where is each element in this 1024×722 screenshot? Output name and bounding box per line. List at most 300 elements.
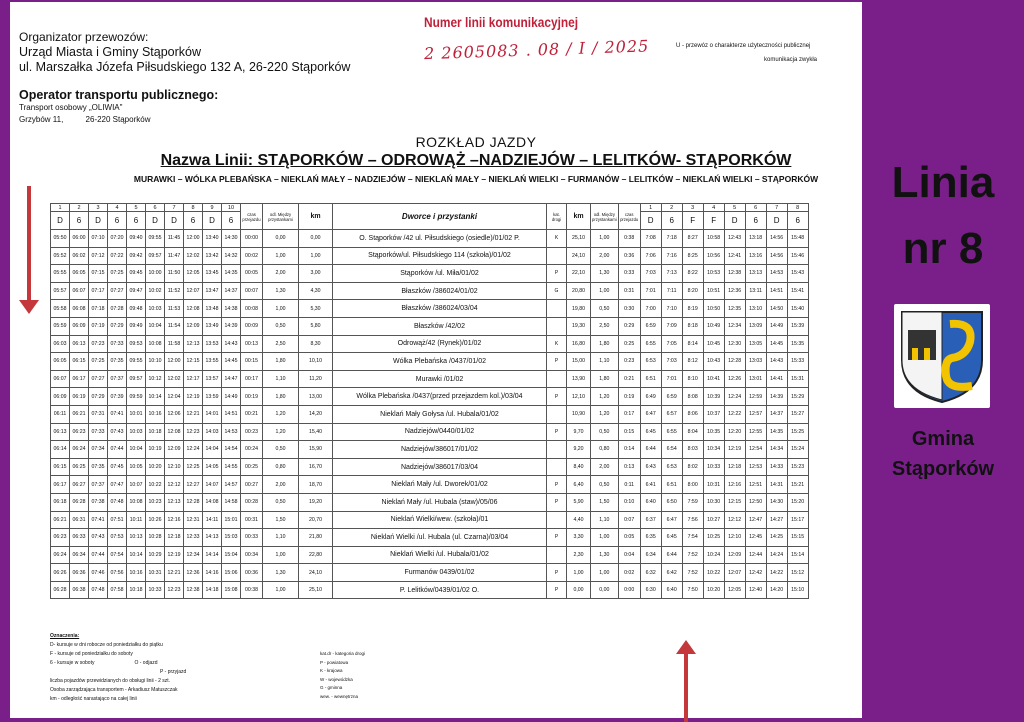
stop-distance: 0,80 xyxy=(263,458,299,476)
stop-distance: 2,50 xyxy=(263,335,299,353)
travel-time: 00:02 xyxy=(241,247,263,265)
departure-time: 06:34 xyxy=(70,546,89,564)
departure-time: 14:45 xyxy=(222,353,241,371)
departure-time: 07:44 xyxy=(89,546,108,564)
return-time: 14:33 xyxy=(766,458,787,476)
departure-time: 10:33 xyxy=(146,581,165,599)
trip-day-header: 6 xyxy=(108,212,127,230)
travel-time: 00:05 xyxy=(241,265,263,283)
organizer-name: Urząd Miasta i Gminy Stąporków xyxy=(19,45,202,59)
header-row-numbers xyxy=(51,204,809,212)
departure-time: 11:47 xyxy=(165,247,184,265)
travel-time: 00:13 xyxy=(241,335,263,353)
departure-time: 09:48 xyxy=(127,300,146,318)
timetable-row xyxy=(51,370,809,388)
stop-name: Murawki /01/02 xyxy=(333,370,547,388)
departure-time: 14:49 xyxy=(222,388,241,406)
departure-time: 07:23 xyxy=(89,335,108,353)
column-header-czas: czas przejazdu xyxy=(241,204,263,230)
trip-day-header: F xyxy=(703,212,724,230)
return-time: 15:40 xyxy=(787,300,808,318)
return-time: 7:16 xyxy=(661,247,682,265)
departure-time: 07:25 xyxy=(108,265,127,283)
road-category: P xyxy=(547,353,567,371)
departure-time: 13:53 xyxy=(203,335,222,353)
return-time: 8:04 xyxy=(682,423,703,441)
timetable-row xyxy=(51,388,809,406)
departure-time: 05:57 xyxy=(51,282,70,300)
return-time: 15:46 xyxy=(787,247,808,265)
cumulative-km: 11,20 xyxy=(299,370,333,388)
return-time: 12:47 xyxy=(745,511,766,529)
road-category: P xyxy=(547,423,567,441)
stop-distance-return: 1,00 xyxy=(591,282,619,300)
return-time: 7:52 xyxy=(682,546,703,564)
trip-day-header: D xyxy=(165,212,184,230)
departure-time: 12:08 xyxy=(165,423,184,441)
departure-time: 14:47 xyxy=(222,370,241,388)
return-time: 10:39 xyxy=(703,388,724,406)
note-line: liczba pojazdów przewidzianych do obsługi linii - 2 szt. xyxy=(50,678,171,684)
travel-time-return: 0:19 xyxy=(618,388,640,406)
trip-day-header: D xyxy=(51,212,70,230)
return-time: 6:37 xyxy=(640,511,661,529)
return-time: 6:55 xyxy=(640,335,661,353)
trip-number-header: 1 xyxy=(640,204,661,212)
notes-heading: Oznaczenia: xyxy=(50,633,80,639)
departure-time: 07:58 xyxy=(108,581,127,599)
return-time: 7:52 xyxy=(682,564,703,582)
cumulative-km-return: 4,40 xyxy=(567,511,591,529)
stop-distance-return: 0,80 xyxy=(591,441,619,459)
departure-time: 07:37 xyxy=(108,370,127,388)
stop-name: Nadziejów/386017/03/04 xyxy=(333,458,547,476)
departure-time: 07:35 xyxy=(108,353,127,371)
cumulative-km-return: 25,10 xyxy=(567,230,591,248)
cumulative-km: 20,70 xyxy=(299,511,333,529)
travel-time: 00:07 xyxy=(241,282,263,300)
cumulative-km-return: 8,40 xyxy=(567,458,591,476)
return-time: 6:40 xyxy=(640,493,661,511)
cumulative-km-return: 9,20 xyxy=(567,441,591,459)
stop-name: Błaszków /42/02 xyxy=(333,317,547,335)
travel-time-return: 0:36 xyxy=(618,247,640,265)
departure-time: 12:24 xyxy=(184,441,203,459)
departure-time: 07:12 xyxy=(89,247,108,265)
travel-time-return: 0:29 xyxy=(618,317,640,335)
return-time: 6:59 xyxy=(640,317,661,335)
return-time: 10:51 xyxy=(703,282,724,300)
cumulative-km: 19,20 xyxy=(299,493,333,511)
return-time: 12:36 xyxy=(724,282,745,300)
cumulative-km: 15,90 xyxy=(299,441,333,459)
return-time: 12:10 xyxy=(724,529,745,547)
return-time: 12:07 xyxy=(724,564,745,582)
note-line: km - odległość narastająco na całej linii xyxy=(50,696,137,702)
departure-time: 07:51 xyxy=(108,511,127,529)
trip-day-header: D xyxy=(203,212,222,230)
return-time: 14:39 xyxy=(766,388,787,406)
return-time: 6:53 xyxy=(661,458,682,476)
departure-time: 06:21 xyxy=(70,405,89,423)
return-time: 7:11 xyxy=(661,282,682,300)
stop-distance: 1,00 xyxy=(263,247,299,265)
return-time: 13:11 xyxy=(745,282,766,300)
stop-distance: 2,00 xyxy=(263,476,299,494)
departure-time: 14:11 xyxy=(203,511,222,529)
departure-time: 06:17 xyxy=(70,370,89,388)
return-time: 15:17 xyxy=(787,511,808,529)
return-time: 15:21 xyxy=(787,476,808,494)
departure-time: 07:15 xyxy=(89,265,108,283)
timetable-row xyxy=(51,564,809,582)
travel-time: 00:34 xyxy=(241,546,263,564)
return-time: 12:20 xyxy=(724,423,745,441)
return-time: 14:56 xyxy=(766,230,787,248)
departure-time: 09:42 xyxy=(127,247,146,265)
return-time: 14:41 xyxy=(766,370,787,388)
return-time: 10:50 xyxy=(703,300,724,318)
return-time: 15:24 xyxy=(787,441,808,459)
timetable-row xyxy=(51,265,809,283)
note-line: kat.dr - kategoria drogi xyxy=(320,651,366,656)
return-time: 15:43 xyxy=(787,265,808,283)
departure-time: 06:09 xyxy=(70,317,89,335)
return-time: 7:09 xyxy=(661,317,682,335)
return-time: 7:05 xyxy=(661,335,682,353)
departure-time: 06:28 xyxy=(70,493,89,511)
departure-time: 07:27 xyxy=(108,282,127,300)
return-time: 10:34 xyxy=(703,441,724,459)
return-time: 12:24 xyxy=(724,388,745,406)
road-category xyxy=(547,441,567,459)
departure-time: 07:45 xyxy=(108,458,127,476)
trip-day-header: D xyxy=(724,212,745,230)
return-time: 14:25 xyxy=(766,529,787,547)
return-time: 13:01 xyxy=(745,370,766,388)
return-time: 14:27 xyxy=(766,511,787,529)
return-time: 14:37 xyxy=(766,405,787,423)
cumulative-km: 5,80 xyxy=(299,317,333,335)
stop-name: Stąporków/ul. Piłsudskiego 114 (szkoła)/01/02 xyxy=(333,247,547,265)
departure-time: 06:23 xyxy=(51,529,70,547)
departure-time: 10:20 xyxy=(146,458,165,476)
departure-time: 09:53 xyxy=(127,335,146,353)
timetable-row xyxy=(51,493,809,511)
departure-time: 06:11 xyxy=(51,405,70,423)
stop-name: O. Stąporków /42 ul. Piłsudskiego (osiedle)/01/02 P. xyxy=(333,230,547,248)
departure-time: 14:01 xyxy=(203,405,222,423)
return-time: 10:31 xyxy=(703,476,724,494)
note-line: W - wojewódzka xyxy=(320,676,353,682)
departure-time: 07:39 xyxy=(108,388,127,406)
departure-time: 13:59 xyxy=(203,388,222,406)
departure-time: 12:16 xyxy=(165,511,184,529)
departure-time: 12:10 xyxy=(165,458,184,476)
departure-time: 09:57 xyxy=(146,247,165,265)
return-time: 12:51 xyxy=(745,476,766,494)
departure-time: 12:02 xyxy=(165,370,184,388)
departure-time: 05:50 xyxy=(51,230,70,248)
return-time: 10:49 xyxy=(703,317,724,335)
return-time: 8:14 xyxy=(682,335,703,353)
return-time: 15:39 xyxy=(787,317,808,335)
note-line: G - gminna xyxy=(320,685,343,690)
line-number-stamp xyxy=(423,14,664,64)
return-time: 7:08 xyxy=(640,230,661,248)
departure-time: 10:14 xyxy=(146,388,165,406)
timetable-document xyxy=(10,2,862,718)
departure-time: 07:38 xyxy=(89,493,108,511)
travel-time-return: 0:25 xyxy=(618,335,640,353)
return-time: 12:09 xyxy=(724,546,745,564)
road-category xyxy=(547,546,567,564)
departure-time: 06:18 xyxy=(51,493,70,511)
departure-time: 11:58 xyxy=(165,335,184,353)
cumulative-km-return: 1,00 xyxy=(567,564,591,582)
departure-time: 06:14 xyxy=(51,441,70,459)
stop-distance-return: 0,50 xyxy=(591,476,619,494)
stop-distance: 1,10 xyxy=(263,529,299,547)
return-time: 12:15 xyxy=(724,493,745,511)
return-time: 15:14 xyxy=(787,546,808,564)
return-time: 10:53 xyxy=(703,265,724,283)
departure-time: 07:48 xyxy=(108,493,127,511)
travel-time: 00:28 xyxy=(241,493,263,511)
return-time: 8:02 xyxy=(682,458,703,476)
return-time: 6:57 xyxy=(661,405,682,423)
departure-time: 05:55 xyxy=(51,265,70,283)
travel-time-return: 0:13 xyxy=(618,458,640,476)
departure-time: 07:25 xyxy=(89,353,108,371)
travel-time: 00:17 xyxy=(241,370,263,388)
departure-time: 11:54 xyxy=(165,317,184,335)
return-time: 6:41 xyxy=(640,476,661,494)
return-time: 7:03 xyxy=(640,265,661,283)
return-time: 6:42 xyxy=(661,564,682,582)
cumulative-km: 25,10 xyxy=(299,581,333,599)
travel-time: 00:25 xyxy=(241,458,263,476)
departure-time: 14:14 xyxy=(203,546,222,564)
return-time: 10:25 xyxy=(703,529,724,547)
cumulative-km-return: 9,70 xyxy=(567,423,591,441)
departure-time: 12:38 xyxy=(184,581,203,599)
return-time: 8:18 xyxy=(682,317,703,335)
cumulative-km: 13,00 xyxy=(299,388,333,406)
return-time: 14:31 xyxy=(766,476,787,494)
stop-distance-return: 2,00 xyxy=(591,247,619,265)
trip-number-header: 2 xyxy=(70,204,89,212)
departure-time: 13:49 xyxy=(203,317,222,335)
return-time: 12:54 xyxy=(745,441,766,459)
return-time: 14:35 xyxy=(766,423,787,441)
return-time: 15:41 xyxy=(787,282,808,300)
trip-number-header: 4 xyxy=(108,204,127,212)
legend-right-u: U - przewóz o charakterze użyteczności publicznej xyxy=(676,43,811,49)
departure-time: 12:33 xyxy=(184,529,203,547)
return-time: 12:44 xyxy=(745,546,766,564)
travel-time: 00:24 xyxy=(241,441,263,459)
departure-time: 10:26 xyxy=(146,511,165,529)
return-time: 7:00 xyxy=(640,300,661,318)
organizer-heading: Organizator przewozów: xyxy=(19,30,149,44)
departure-time: 10:08 xyxy=(146,335,165,353)
stop-name: Nieklań Mały /ul. Hubala (staw)/05/06 xyxy=(333,493,547,511)
cumulative-km: 22,80 xyxy=(299,546,333,564)
departure-time: 07:48 xyxy=(89,581,108,599)
departure-time: 10:03 xyxy=(127,423,146,441)
timetable-row xyxy=(51,335,809,353)
return-time: 13:18 xyxy=(745,230,766,248)
travel-time-return: 0:33 xyxy=(618,265,640,283)
trip-number-header: 6 xyxy=(146,204,165,212)
return-time: 13:13 xyxy=(745,265,766,283)
departure-time: 10:05 xyxy=(127,458,146,476)
departure-time: 12:17 xyxy=(184,370,203,388)
departure-time: 10:22 xyxy=(146,476,165,494)
up-arrow-shaft xyxy=(684,652,688,722)
travel-time-return: 0:31 xyxy=(618,282,640,300)
departure-time: 06:27 xyxy=(70,476,89,494)
departure-time: 12:05 xyxy=(184,265,203,283)
departure-time: 12:09 xyxy=(165,441,184,459)
stop-distance: 1,30 xyxy=(263,564,299,582)
departure-time: 14:16 xyxy=(203,564,222,582)
departure-time: 07:53 xyxy=(108,529,127,547)
road-category xyxy=(547,300,567,318)
departure-time: 07:29 xyxy=(89,388,108,406)
cumulative-km: 15,40 xyxy=(299,423,333,441)
road-category-legend xyxy=(320,650,365,701)
cumulative-km-return: 15,00 xyxy=(567,353,591,371)
departure-time: 15:03 xyxy=(222,529,241,547)
stop-name: Odrowąż/42 (Rynek)/01/02 xyxy=(333,335,547,353)
line-number-label: Numer linii komunikacyjnej xyxy=(424,14,579,30)
departure-time: 13:48 xyxy=(203,300,222,318)
stop-distance-return: 1,00 xyxy=(591,529,619,547)
note-line: Osoba zarządzająca transportem - Arkadiusz Matuszczak xyxy=(50,687,178,693)
travel-time-return: 0:04 xyxy=(618,546,640,564)
return-time: 13:03 xyxy=(745,353,766,371)
cumulative-km: 18,70 xyxy=(299,476,333,494)
departure-time: 09:49 xyxy=(127,317,146,335)
return-time: 6:53 xyxy=(640,353,661,371)
road-category: P xyxy=(547,581,567,599)
trip-number-header: 10 xyxy=(222,204,241,212)
departure-time: 06:15 xyxy=(51,458,70,476)
road-category xyxy=(547,511,567,529)
cumulative-km: 8,30 xyxy=(299,335,333,353)
travel-time-return: 0:30 xyxy=(618,300,640,318)
departure-time: 14:51 xyxy=(222,405,241,423)
departure-time: 14:38 xyxy=(222,300,241,318)
departure-time: 10:13 xyxy=(127,529,146,547)
timetable-title xyxy=(10,134,862,184)
road-category xyxy=(547,405,567,423)
return-time: 7:03 xyxy=(661,353,682,371)
trip-day-header: D xyxy=(766,212,787,230)
return-time: 12:26 xyxy=(724,370,745,388)
departure-time: 09:55 xyxy=(127,353,146,371)
return-time: 12:42 xyxy=(745,564,766,582)
departure-time: 13:57 xyxy=(203,370,222,388)
return-time: 12:35 xyxy=(724,300,745,318)
departure-time: 09:55 xyxy=(146,230,165,248)
stop-name: Nieklań Mały Gołysa /ul. Hubala/01/02 xyxy=(333,405,547,423)
travel-time-return: 0:17 xyxy=(618,405,640,423)
departure-time: 10:18 xyxy=(127,581,146,599)
stop-distance-return: 1,20 xyxy=(591,405,619,423)
departure-time: 06:13 xyxy=(70,335,89,353)
stop-distance: 1,80 xyxy=(263,353,299,371)
return-time: 8:08 xyxy=(682,388,703,406)
road-category: P xyxy=(547,493,567,511)
departure-time: 10:19 xyxy=(146,441,165,459)
departure-time: 07:56 xyxy=(108,564,127,582)
departure-time: 10:31 xyxy=(146,564,165,582)
departure-time: 14:35 xyxy=(222,265,241,283)
departure-time: 11:45 xyxy=(165,230,184,248)
return-time: 12:05 xyxy=(724,581,745,599)
departure-time: 06:00 xyxy=(70,230,89,248)
stop-name: Nieklań Wielki /ul. Hubala/01/02 xyxy=(333,546,547,564)
return-time: 10:33 xyxy=(703,458,724,476)
departure-time: 14:13 xyxy=(203,529,222,547)
return-time: 14:24 xyxy=(766,546,787,564)
departure-time: 10:01 xyxy=(127,405,146,423)
return-time: 12:12 xyxy=(724,511,745,529)
return-time: 12:22 xyxy=(724,405,745,423)
return-time: 6:45 xyxy=(640,423,661,441)
travel-time: 00:38 xyxy=(241,581,263,599)
departure-time: 07:35 xyxy=(89,458,108,476)
notes-legend xyxy=(50,632,350,704)
return-time: 12:40 xyxy=(745,581,766,599)
stop-distance-return: 0,50 xyxy=(591,300,619,318)
travel-time-return: 0:10 xyxy=(618,493,640,511)
departure-time: 09:47 xyxy=(127,282,146,300)
return-time: 12:34 xyxy=(724,317,745,335)
departure-time: 12:07 xyxy=(184,282,203,300)
departure-time: 06:31 xyxy=(70,511,89,529)
departure-time: 13:40 xyxy=(203,230,222,248)
timetable-table xyxy=(50,203,809,599)
operator-block xyxy=(19,88,419,126)
trip-day-header: D xyxy=(89,212,108,230)
stop-name: Wólka Plebańska /0437/01/02 xyxy=(333,353,547,371)
travel-time: 00:15 xyxy=(241,353,263,371)
trip-number-header: 8 xyxy=(184,204,203,212)
departure-time: 10:10 xyxy=(146,353,165,371)
return-time: 12:50 xyxy=(745,493,766,511)
departure-time: 10:00 xyxy=(146,265,165,283)
column-header-odl: odl. Między przystankami xyxy=(263,204,299,230)
travel-time: 00:36 xyxy=(241,564,263,582)
road-category xyxy=(547,370,567,388)
timetable-row xyxy=(51,300,809,318)
travel-time: 00:27 xyxy=(241,476,263,494)
return-time: 15:10 xyxy=(787,581,808,599)
travel-time: 00:33 xyxy=(241,529,263,547)
road-category: K xyxy=(547,335,567,353)
cumulative-km-return: 22,10 xyxy=(567,265,591,283)
travel-time-return: 0:02 xyxy=(618,564,640,582)
return-time: 12:43 xyxy=(724,230,745,248)
departure-time: 06:05 xyxy=(70,265,89,283)
road-category: P xyxy=(547,388,567,406)
return-time: 10:56 xyxy=(703,247,724,265)
return-time: 7:59 xyxy=(682,493,703,511)
